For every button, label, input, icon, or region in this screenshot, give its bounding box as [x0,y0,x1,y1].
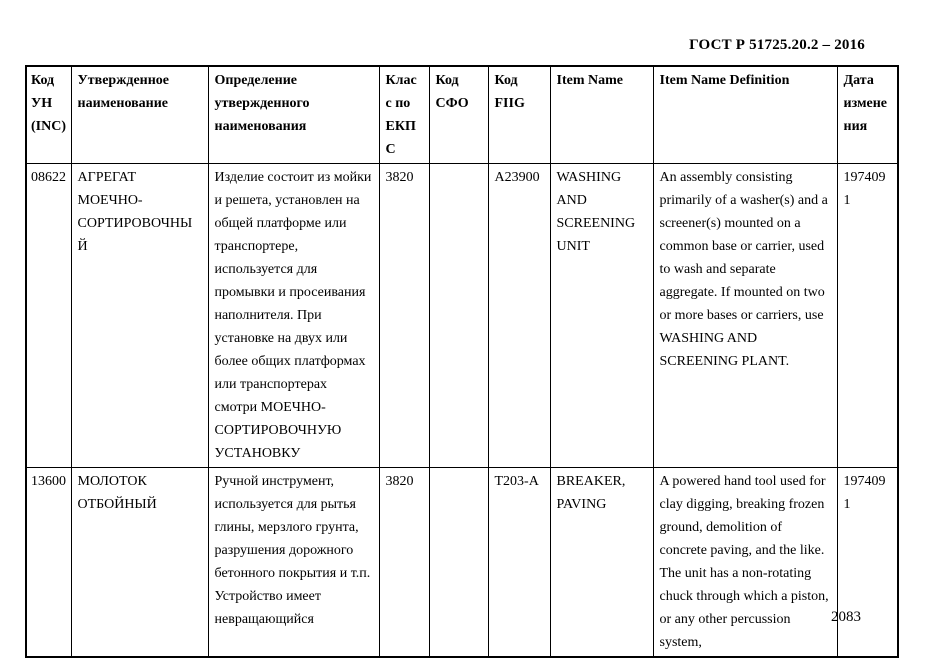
cell-sfo-code [429,468,488,658]
cell-fiig-code: A23900 [488,164,550,468]
header-approved-name: Утвержденное наименование [71,66,208,164]
cell-approved-name: МОЛОТОК ОТБОЙНЫЙ [71,468,208,658]
cell-item-name: WASHING AND SCREENING UNIT [550,164,653,468]
cell-sfo-code [429,164,488,468]
cell-ekps-class: 3820 [379,164,429,468]
cell-fiig-code: T203-A [488,468,550,658]
cell-item-name-definition: A powered hand tool used for clay digging, breaking frozen ground, demolition of concrete paving, and the like. The unit has a non-rotating chuck through which a piston, or any other percussion system, [653,468,837,658]
header-inc-code: Код УН (INC) [26,66,71,164]
page-number: 2083 [831,609,861,625]
header-ekps-class: Класс по ЕКПС [379,66,429,164]
document-title: ГОСТ Р 51725.20.2 – 2016 [689,37,865,53]
cell-inc-code: 13600 [26,468,71,658]
header-approved-name-definition: Определение утвержденного наименования [208,66,379,164]
header-item-name-definition: Item Name Definition [653,66,837,164]
cell-inc-code: 08622 [26,164,71,468]
classification-table [25,65,899,658]
cell-change-date: 1974091 [837,468,898,658]
header-fiig-code: Код FIIG [488,66,550,164]
cell-approved-name: АГРЕГАТ МОЕЧНО-СОРТИРОВОЧНЫЙ [71,164,208,468]
cell-approved-name-definition: Ручной инструмент, используется для рытья глины, мерзлого грунта, разрушения дорожного бетонного покрытия и т.п. Устройство имеет невращающийся [208,468,379,658]
header-sfo-code: Код СФО [429,66,488,164]
header-change-date: Дата изменения [837,66,898,164]
cell-approved-name-definition: Изделие состоит из мойки и решета, установлен на общей платформе или транспортере, используется для промывки и просеивания наполнителя. При установке на двух или более общих платформах или транспортерах смотри МОЕЧНО-СОРТИРОВОЧНУЮ УСТАНОВКУ [208,164,379,468]
table-row [26,164,898,468]
cell-ekps-class: 3820 [379,468,429,658]
header-item-name: Item Name [550,66,653,164]
table-header-row [26,66,898,164]
table-row [26,468,898,658]
cell-item-name: BREAKER, PAVING [550,468,653,658]
cell-change-date: 1974091 [837,164,898,468]
cell-item-name-definition: An assembly consisting primarily of a washer(s) and a screener(s) mounted on a common base or carrier, used to wash and separate aggregate. If mounted on two or more bases or carriers, use WASHING AND SCREENING PLANT. [653,164,837,468]
